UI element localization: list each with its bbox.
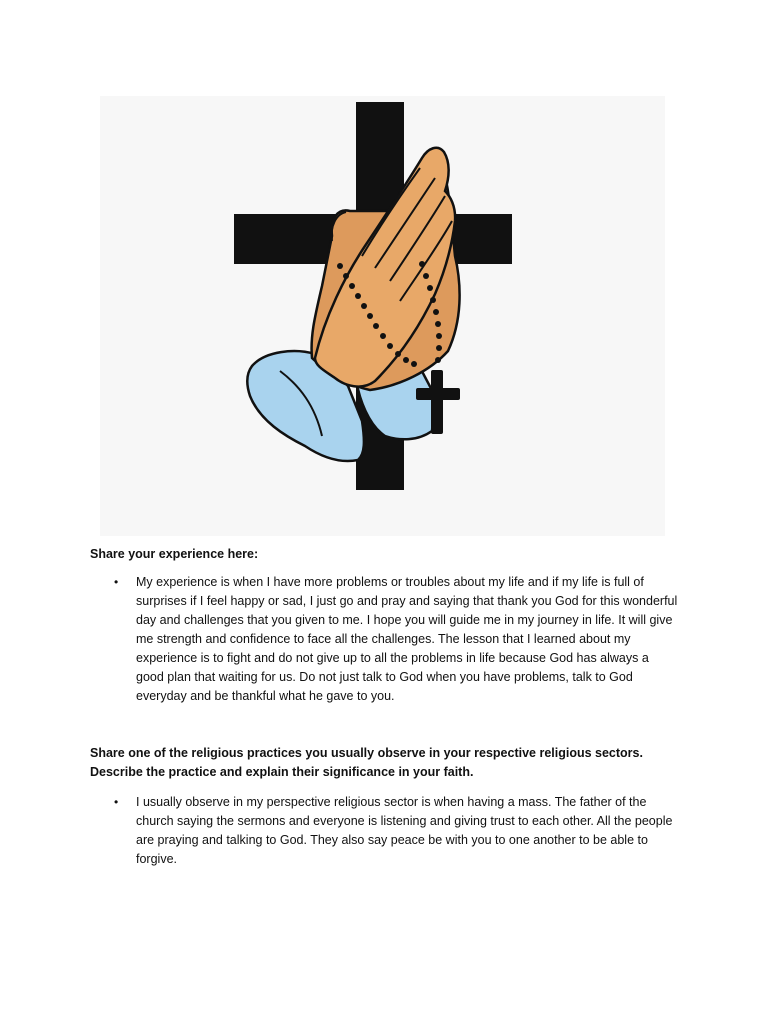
bullet-icon: • — [114, 575, 119, 589]
answer-text: My experience is when I have more problems or troubles about my life and if my life is full of surprises if I feel happy or sad, I just go and pray and saying that thank you God for this wonderful day and challenges that you given to me. I hope you will guide me in my journey in life. It will give me strength and confidence to face all the challenges. The lesson that I learned about my experience is to fight and do not give up to all the problems in life because God has always a good plan that waiting for us. Do not just talk to God when you have problems, talk to God everyday and be thankful what he gave to you. — [136, 575, 678, 703]
praying-hands-illustration — [100, 96, 665, 536]
bullet-icon: • — [114, 795, 119, 809]
answer-list — [90, 793, 680, 869]
list-item — [90, 573, 680, 706]
question-heading: Share your experience here: — [90, 547, 259, 561]
praying-hands-icon — [100, 96, 665, 536]
answer-list — [90, 573, 680, 706]
list-item — [90, 793, 680, 869]
question-heading: Share one of the religious practices you usually observe in your respective religious sectors. Describe the practice and explain their significance in your faith. — [90, 746, 643, 779]
answer-text: I usually observe in my perspective religious sector is when having a mass. The father of the church saying the sermons and everyone is listening and giving trust to each other. All the people are praying and talking to God. They also say peace be with you to one another to be able to forgive. — [136, 795, 673, 866]
